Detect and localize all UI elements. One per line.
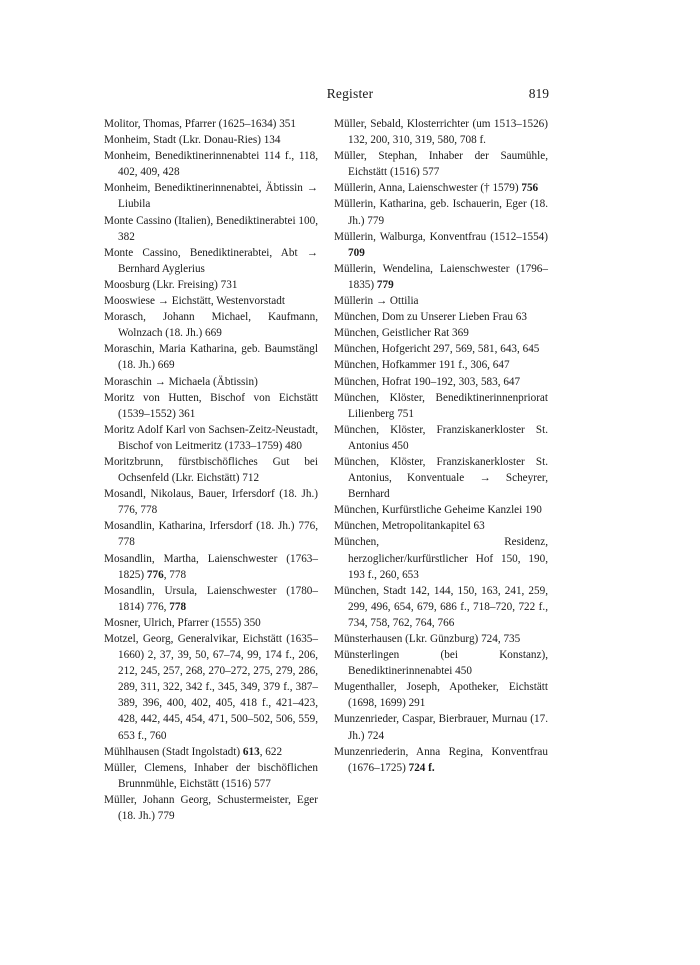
entry-text: Moritz von Hutten, Bischof von Eichstätt (1539–1552) 361 (104, 391, 318, 420)
index-entry (334, 325, 548, 341)
index-entry (104, 760, 318, 792)
entry-text: Münsterhausen (Lkr. Günzburg) 724, 735 (334, 633, 521, 645)
entry-text: Müller, Johann Georg, Schustermeister, Eger (18. Jh.) 779 (104, 793, 318, 823)
entry-text: Moritzbrunn, fürstbischöfliches Gut bei Ochsenfeld (Lkr. Eichstätt) 712 (104, 455, 318, 485)
index-entry (104, 277, 318, 293)
index-entry (334, 518, 548, 534)
index-entry (334, 341, 548, 357)
bold-page-reference: 724 f. (408, 761, 435, 774)
index-entry (104, 422, 318, 454)
entry-text: Monheim, Benediktinerinnenabtei, Äbtissin → Liubila (104, 182, 318, 211)
entry-text: Müllerin → Ottilia (334, 295, 419, 308)
index-entry (104, 180, 318, 212)
bold-page-reference: 779 (376, 278, 394, 291)
entry-text: Monheim, Benediktinerinnenabtei 114 f., 118, 402, 409, 428 (104, 150, 318, 179)
index-entry (104, 631, 318, 744)
index-entry (104, 583, 318, 615)
entry-text: München, Klöster, Franziskanerkloster St. Antonius, Konventuale → Scheyrer, Bernhard (334, 455, 548, 501)
entry-text: München, Hofgericht 297, 569, 581, 643, 645 (334, 343, 540, 356)
entry-text: Monte Cassino (Italien), Benediktinerabtei 100, 382 (104, 214, 318, 243)
index-entry (104, 615, 318, 631)
entry-text: Moraschin, Maria Katharina, geb. Baumstängl (18. Jh.) 669 (104, 343, 318, 372)
entry-text: Müllerin, Katharina, geb. Ischauerin, Eger (18. Jh.) 779 (334, 198, 548, 227)
index-column-left (104, 116, 318, 824)
entry-text: Müllerin, Anna, Laienschwester († 1579) (334, 182, 522, 195)
index-entry (104, 148, 318, 180)
index-entry (334, 390, 548, 422)
index-entry (334, 583, 548, 631)
entry-text: München, Klöster, Benediktinerinnenpriorat Lilienberg 751 (334, 391, 548, 420)
page-title: Register (326, 86, 374, 101)
index-entry (104, 518, 318, 550)
index-entry (334, 679, 548, 711)
index-entry (334, 454, 548, 502)
index-entry (334, 148, 548, 180)
entry-text: Mosner, Ulrich, Pfarrer (1555) 350 (104, 616, 261, 629)
entry-text: Morasch, Johann Michael, Kaufmann, Wolnzach (18. Jh.) 669 (104, 311, 318, 340)
index-entry (104, 551, 318, 583)
index-column-right (334, 116, 548, 776)
index-entry (104, 454, 318, 486)
running-head (0, 86, 700, 106)
index-entry (334, 261, 548, 293)
entry-text: München, Kurfürstliche Geheime Kanzlei 190 (334, 504, 542, 517)
index-entry (334, 116, 548, 148)
entry-text: Mosandlin, Ursula, Laienschwester (1780–1814) 776, (104, 584, 318, 613)
bold-page-reference: 776 (146, 568, 164, 581)
entry-text: München, Dom zu Unserer Lieben Frau 63 (334, 311, 527, 324)
entry-text: Mugenthaller, Joseph, Apotheker, Eichstätt (1698, 1699) 291 (334, 681, 548, 710)
index-entry (104, 390, 318, 422)
index-entry (104, 341, 318, 373)
bold-page-reference: 778 (169, 600, 187, 613)
entry-text: München, Geistlicher Rat 369 (334, 327, 469, 340)
entry-text: Müller, Stephan, Inhaber der Saumühle, Eichstätt (1516) 577 (334, 150, 548, 179)
entry-text: Motzel, Georg, Generalvikar, Eichstätt (1635–1660) 2, 37, 39, 50, 67–74, 99, 174 f., 206, 212, 245, 257, 268, 270–272, 275, 279, 286, 289, 311, 322, 342 f., 345, 349, 379 f., 387–389, 396, 400, 402, 405, 418 f., 421–423, 428, 442, 445, 454, 471, 500–502, 506, 559, 653 f., 760 (104, 633, 318, 742)
entry-text: Müllerin, Wendelina, Laienschwester (1796–1835) (334, 262, 548, 291)
entry-text: Munzenrieder, Caspar, Bierbrauer, Murnau (17. Jh.) 724 (334, 713, 548, 742)
entry-text: Monheim, Stadt (Lkr. Donau-Ries) 134 (104, 134, 281, 147)
bold-page-reference: 613 (242, 745, 260, 758)
entry-text: München, Residenz, herzoglicher/kurfürstlicher Hof 150, 190, 193 f., 260, 653 (334, 536, 548, 581)
entry-text: Molitor, Thomas, Pfarrer (1625–1634) 351 (104, 118, 296, 130)
entry-text: Moritz Adolf Karl von Sachsen-Zeitz-Neustadt, Bischof von Leitmeritz (1733–1759) 480 (104, 423, 318, 452)
index-entry (104, 132, 318, 148)
index-entry (104, 792, 318, 824)
entry-text: Münsterlingen (bei Konstanz), Benediktinerinnenabtei 450 (334, 649, 548, 678)
index-entry (334, 229, 548, 261)
entry-text: Munzenriederin, Anna Regina, Konventfrau (1676–1725) (334, 745, 548, 774)
entry-text: Monte Cassino, Benediktinerabtei, Abt → Bernhard Ayglerius (104, 246, 318, 275)
entry-text: Mosandl, Nikolaus, Bauer, Irfersdorf (18. Jh.) 776, 778 (104, 488, 318, 517)
entry-text: München, Hofrat 190–192, 303, 583, 647 (334, 375, 521, 388)
index-entry (334, 180, 548, 196)
index-entry (104, 374, 318, 390)
index-entry (334, 374, 548, 390)
index-entry (104, 744, 318, 760)
bold-page-reference: 709 (348, 246, 365, 259)
index-entry (104, 116, 318, 132)
index-entry (334, 196, 548, 228)
entry-text: Mooswiese → Eichstätt, Westenvorstadt (104, 295, 285, 308)
entry-text: München, Hofkammer 191 f., 306, 647 (334, 359, 510, 372)
index-entry (334, 293, 548, 309)
index-entry (334, 631, 548, 647)
entry-text: Mosandlin, Katharina, Irfersdorf (18. Jh.) 776, 778 (104, 520, 318, 549)
entry-text: Mosandlin, Martha, Laienschwester (1763–1825) (104, 552, 318, 581)
index-entry (104, 245, 318, 277)
entry-text: Müller, Clemens, Inhaber der bischöflichen Brunnmühle, Eichstätt (1516) 577 (104, 761, 318, 790)
entry-text: München, Metropolitankapitel 63 (334, 520, 485, 533)
entry-text: Müller, Sebald, Klosterrichter (um 1513–1526) 132, 200, 310, 319, 580, 708 f. (334, 118, 548, 147)
index-entry (334, 534, 548, 582)
index-entry (104, 213, 318, 245)
entry-text: Moosburg (Lkr. Freising) 731 (104, 278, 238, 291)
index-entry (334, 357, 548, 373)
index-entry (334, 502, 548, 518)
index-entry (104, 293, 318, 309)
entry-text: Müllerin, Walburga, Konventfrau (1512–1554) (334, 230, 548, 243)
entry-text: , 622 (259, 745, 283, 758)
index-entry (334, 744, 548, 776)
index-entry (334, 711, 548, 743)
entry-text: Mühlhausen (Stadt Ingolstadt) (104, 745, 243, 758)
entry-text: München, Stadt 142, 144, 150, 163, 241, 259, 299, 496, 654, 679, 686 f., 718–720, 722 f., 734, 758, 762, 764, 766 (334, 584, 548, 629)
bold-page-reference: 756 (521, 182, 539, 195)
entry-text: , 778 (163, 568, 187, 581)
index-entry (334, 647, 548, 679)
page-number: 819 (528, 86, 549, 101)
index-entry (104, 309, 318, 341)
index-entry (334, 309, 548, 325)
index-entry (334, 422, 548, 454)
index-entry (104, 486, 318, 518)
entry-text: München, Klöster, Franziskanerkloster St. Antonius 450 (334, 423, 548, 452)
entry-text: Moraschin → Michaela (Äbtissin) (104, 375, 258, 388)
